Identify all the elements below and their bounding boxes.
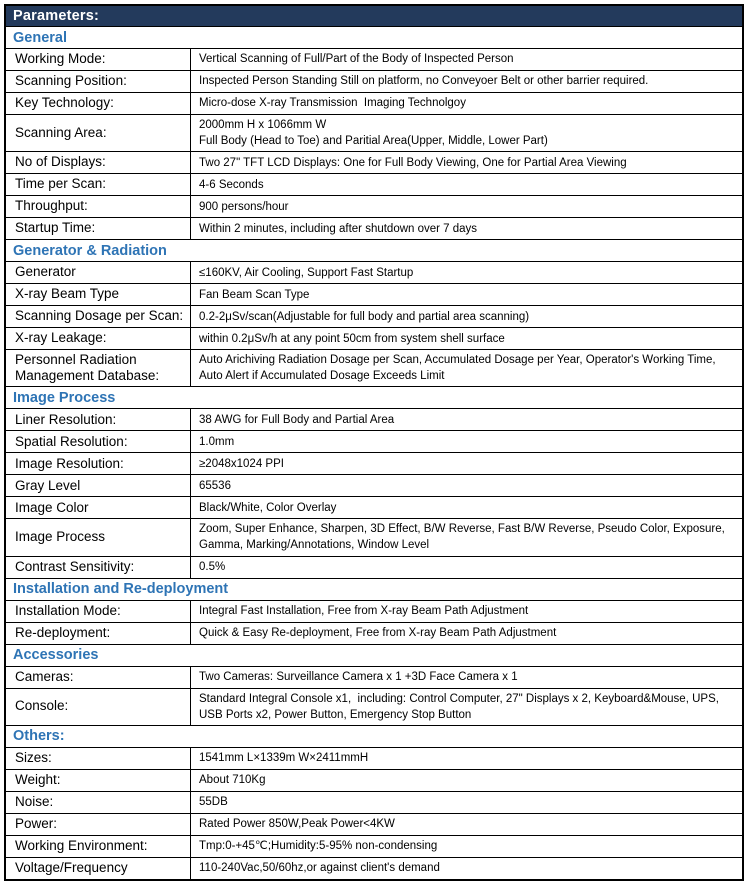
spec-value-text: Auto Arichiving Radiation Dosage per Scan, Accumulated Dosage per Year, Operator's Working Time, Auto Alert if Accumulated Dosage Exceeds Limit (199, 354, 719, 383)
spec-label: Power: (6, 814, 191, 835)
spec-row (6, 814, 742, 836)
spec-row (6, 519, 742, 556)
spec-value (191, 115, 742, 151)
spec-value-text: Black/White, Color Overlay (199, 501, 337, 514)
spec-value (191, 218, 742, 239)
spec-label: Generator (6, 262, 191, 283)
spec-row (6, 689, 742, 726)
spec-value (191, 667, 742, 688)
section-header (6, 726, 742, 748)
spec-row (6, 557, 742, 579)
spec-row (6, 623, 742, 645)
spec-value (191, 748, 742, 769)
spec-row (6, 836, 742, 858)
spec-value-text: 65536 (199, 479, 231, 492)
spec-value (191, 858, 742, 879)
spec-value (191, 836, 742, 857)
spec-value-text: Within 2 minutes, including after shutdown over 7 days (199, 222, 478, 235)
spec-value (191, 409, 742, 430)
section-header-label: General (13, 29, 67, 46)
spec-value-text: Fan Beam Scan Type (199, 288, 310, 301)
spec-label: Image Process (6, 519, 191, 555)
spec-label: Weight: (6, 770, 191, 791)
spec-row (6, 858, 742, 879)
spec-value (191, 174, 742, 195)
section-header (6, 240, 742, 262)
spec-value-text: 0.5% (199, 561, 226, 574)
spec-row (6, 49, 742, 71)
spec-label: Throughput: (6, 196, 191, 217)
spec-value-text: 110-240Vac,50/60hz,or against client's demand (199, 862, 440, 875)
spec-label: Console: (6, 689, 191, 725)
spec-label: Personnel Radiation Management Database: (6, 350, 191, 386)
spec-value-text: ≥2048x1024 PPI (199, 457, 284, 470)
spec-value-text: within 0.2μSv/h at any point 50cm from system shell surface (199, 332, 505, 345)
spec-value (191, 196, 742, 217)
spec-value-text: ≤160KV, Air Cooling, Support Fast Startup (199, 266, 414, 279)
spec-label: Voltage/Frequency (6, 858, 191, 879)
spec-value (191, 262, 742, 283)
spec-value-line: Full Body (Head to Toe) and Paritial Area(Upper, Middle, Lower Part) (199, 135, 548, 148)
title-bar (6, 6, 742, 27)
spec-row (6, 748, 742, 770)
spec-value (191, 306, 742, 327)
section-header-label: Image Process (13, 389, 116, 406)
spec-value-text: Rated Power 850W,Peak Power<4KW (199, 818, 395, 831)
spec-value-text: About 710Kg (199, 774, 266, 787)
spec-label: Scanning Dosage per Scan: (6, 306, 191, 327)
spec-value-text: Micro-dose X-ray Transmission Imaging Technolgoy (199, 97, 466, 110)
spec-label: X-ray Leakage: (6, 328, 191, 349)
spec-value (191, 475, 742, 496)
spec-label: Contrast Sensitivity: (6, 557, 191, 578)
spec-row (6, 328, 742, 350)
spec-label: Image Resolution: (6, 453, 191, 474)
spec-row (6, 306, 742, 328)
spec-value-text: 1541mm L×1339m W×2411mmH (199, 752, 369, 765)
spec-value-text: 4-6 Seconds (199, 178, 264, 191)
spec-row (6, 601, 742, 623)
spec-value-text: Tmp:0-+45℃;Humidity:5-95% non-condensing (199, 840, 438, 853)
section-header-label: Others: (13, 728, 65, 745)
spec-value (191, 497, 742, 518)
spec-value (191, 71, 742, 92)
spec-value (191, 431, 742, 452)
spec-label: Scanning Area: (6, 115, 191, 151)
spec-value (191, 792, 742, 813)
section-header-label: Generator & Radiation (13, 242, 167, 259)
spec-row (6, 284, 742, 306)
spec-label: Noise: (6, 792, 191, 813)
spec-label: Image Color (6, 497, 191, 518)
spec-row (6, 453, 742, 475)
spec-value-text: 900 persons/hour (199, 200, 289, 213)
spec-value (191, 328, 742, 349)
spec-value (191, 453, 742, 474)
spec-label: Working Mode: (6, 49, 191, 70)
spec-row (6, 431, 742, 453)
title-bar-label: Parameters: (13, 8, 100, 24)
spec-value (191, 601, 742, 622)
spec-label: Liner Resolution: (6, 409, 191, 430)
spec-sheet (4, 4, 744, 881)
spec-label: Cameras: (6, 667, 191, 688)
spec-value-text: Two Cameras: Surveillance Camera x 1 +3D Face Camera x 1 (199, 671, 518, 684)
spec-row (6, 792, 742, 814)
spec-value-text: Vertical Scanning of Full/Part of the Body of Inspected Person (199, 53, 514, 66)
spec-row (6, 475, 742, 497)
section-header (6, 27, 742, 49)
spec-label: Installation Mode: (6, 601, 191, 622)
spec-row (6, 667, 742, 689)
spec-value (191, 93, 742, 114)
spec-value-text: Two 27" TFT LCD Displays: One for Full Body Viewing, One for Partial Area Viewing (199, 156, 627, 169)
spec-row (6, 115, 742, 152)
spec-value (191, 49, 742, 70)
spec-value-text: 1.0mm (199, 435, 235, 448)
spec-label: Key Technology: (6, 93, 191, 114)
spec-value-text: 38 AWG for Full Body and Partial Area (199, 413, 395, 426)
spec-value (191, 152, 742, 173)
spec-label: Gray Level (6, 475, 191, 496)
spec-row (6, 497, 742, 519)
spec-label: Sizes: (6, 748, 191, 769)
spec-label: Time per Scan: (6, 174, 191, 195)
section-header (6, 579, 742, 601)
spec-value-text: Zoom, Super Enhance, Sharpen, 3D Effect, B/W Reverse, Fast B/W Reverse, Pseudo Color, Exposure, Gamma, Marking/Annotations, Window Level (199, 523, 729, 552)
spec-label: Scanning Position: (6, 71, 191, 92)
spec-value-line: 2000mm H x 1066mm W (199, 119, 327, 131)
spec-value-text: Inspected Person Standing Still on platform, no Conveyoer Belt or other barrier required. (199, 75, 649, 88)
section-header (6, 387, 742, 409)
spec-row (6, 770, 742, 792)
spec-label: Working Environment: (6, 836, 191, 857)
spec-label: X-ray Beam Type (6, 284, 191, 305)
spec-value-text: 55DB (199, 796, 228, 809)
spec-row (6, 350, 742, 387)
spec-value (191, 557, 742, 578)
spec-value (191, 519, 742, 555)
spec-value-text: 0.2-2μSv/scan(Adjustable for full body and partial area scanning) (199, 310, 530, 323)
spec-row (6, 152, 742, 174)
spec-value (191, 689, 742, 725)
spec-row (6, 93, 742, 115)
spec-row (6, 174, 742, 196)
spec-label: Startup Time: (6, 218, 191, 239)
spec-label: Spatial Resolution: (6, 431, 191, 452)
spec-row (6, 71, 742, 93)
spec-value-text: Quick & Easy Re-deployment, Free from X-ray Beam Path Adjustment (199, 627, 557, 640)
spec-label: No of Displays: (6, 152, 191, 173)
spec-row (6, 218, 742, 240)
spec-value-text: Standard Integral Console x1, including: Control Computer, 27" Displays x 2, Keyboard&Mouse, UPS, USB Ports x2, Power Button, Emergency Stop Button (199, 692, 726, 721)
section-header-label: Accessories (13, 647, 99, 664)
section-header (6, 645, 742, 667)
spec-row (6, 262, 742, 284)
spec-row (6, 196, 742, 218)
spec-value-text: Integral Fast Installation, Free from X-ray Beam Path Adjustment (199, 605, 529, 618)
spec-value (191, 814, 742, 835)
spec-label: Re-deployment: (6, 623, 191, 644)
spec-table (6, 27, 742, 879)
spec-value (191, 350, 742, 386)
spec-value (191, 623, 742, 644)
spec-value (191, 284, 742, 305)
spec-row (6, 409, 742, 431)
section-header-label: Installation and Re-deployment (13, 581, 229, 598)
spec-value (191, 770, 742, 791)
